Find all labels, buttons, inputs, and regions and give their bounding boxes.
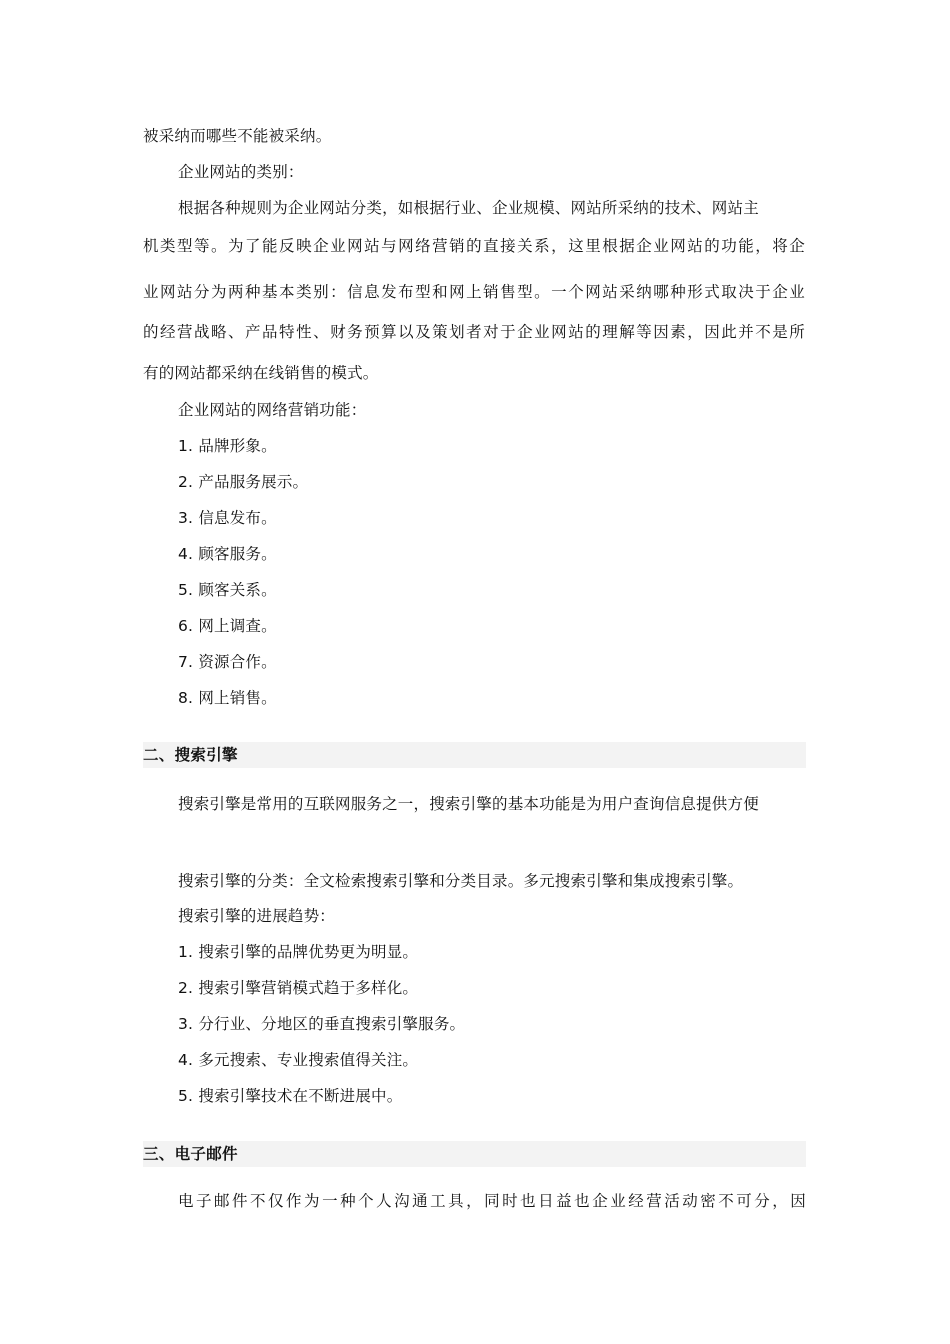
trend-item-1: 1. 搜索引擎的品牌优势更为明显。 — [178, 943, 419, 961]
trend-item-5: 5. 搜索引擎技术在不断进展中。 — [178, 1087, 403, 1105]
continuation-line: 被采纳而哪些不能被采纳。 — [143, 127, 332, 145]
function-item-2: 2. 产品服务展示。 — [178, 473, 309, 491]
function-item-6: 6. 网上调查。 — [178, 617, 277, 635]
section-3-intro: 电子邮件不仅作为一种个人沟通工具，同时也日益也企业经营活动密不可分，因 — [178, 1192, 806, 1210]
categories-paragraph-line-5: 有的网站都采纳在线销售的模式。 — [143, 364, 379, 382]
section-3-heading-bar — [143, 1141, 806, 1167]
section-2-heading-bar — [143, 742, 806, 768]
functions-title: 企业网站的网络营销功能： — [178, 401, 367, 419]
categories-paragraph-line-1: 根据各种规则为企业网站分类，如根据行业、企业规模、网站所采纳的技术、网站主 — [178, 199, 759, 217]
trend-item-3: 3. 分行业、分地区的垂直搜索引擎服务。 — [178, 1015, 466, 1033]
categories-paragraph-line-3: 业网站分为两种基本类别：信息发布型和网上销售型。一个网站采纳哪种形式取决于企业 — [143, 283, 805, 301]
function-item-3: 3. 信息发布。 — [178, 509, 277, 527]
categories-paragraph-line-2: 机类型等。为了能反映企业网站与网络营销的直接关系，这里根据企业网站的功能，将企 — [143, 237, 805, 255]
function-item-1: 1. 品牌形象。 — [178, 437, 277, 455]
search-engine-classification: 搜索引擎的分类：全文检索搜索引擎和分类目录。多元搜索引擎和集成搜索引擎。 — [178, 872, 744, 890]
categories-title: 企业网站的类别： — [178, 163, 304, 181]
function-item-8: 8. 网上销售。 — [178, 689, 277, 707]
trend-item-2: 2. 搜索引擎营销模式趋于多样化。 — [178, 979, 419, 997]
trend-item-4: 4. 多元搜索、专业搜索值得关注。 — [178, 1051, 419, 1069]
section-2-intro: 搜索引擎是常用的互联网服务之一，搜索引擎的基本功能是为用户查询信息提供方便 — [178, 795, 759, 813]
section-3-heading: 三、电子邮件 — [143, 1145, 238, 1163]
function-item-7: 7. 资源合作。 — [178, 653, 277, 671]
categories-paragraph-line-4: 的经营战略、产品特性、财务预算以及策划者对于企业网站的理解等因素，因此并不是所 — [143, 323, 805, 341]
section-2-heading: 二、搜索引擎 — [143, 746, 238, 764]
function-item-5: 5. 顾客关系。 — [178, 581, 277, 599]
function-item-4: 4. 顾客服务。 — [178, 545, 277, 563]
trends-title: 搜索引擎的进展趋势： — [178, 907, 336, 925]
